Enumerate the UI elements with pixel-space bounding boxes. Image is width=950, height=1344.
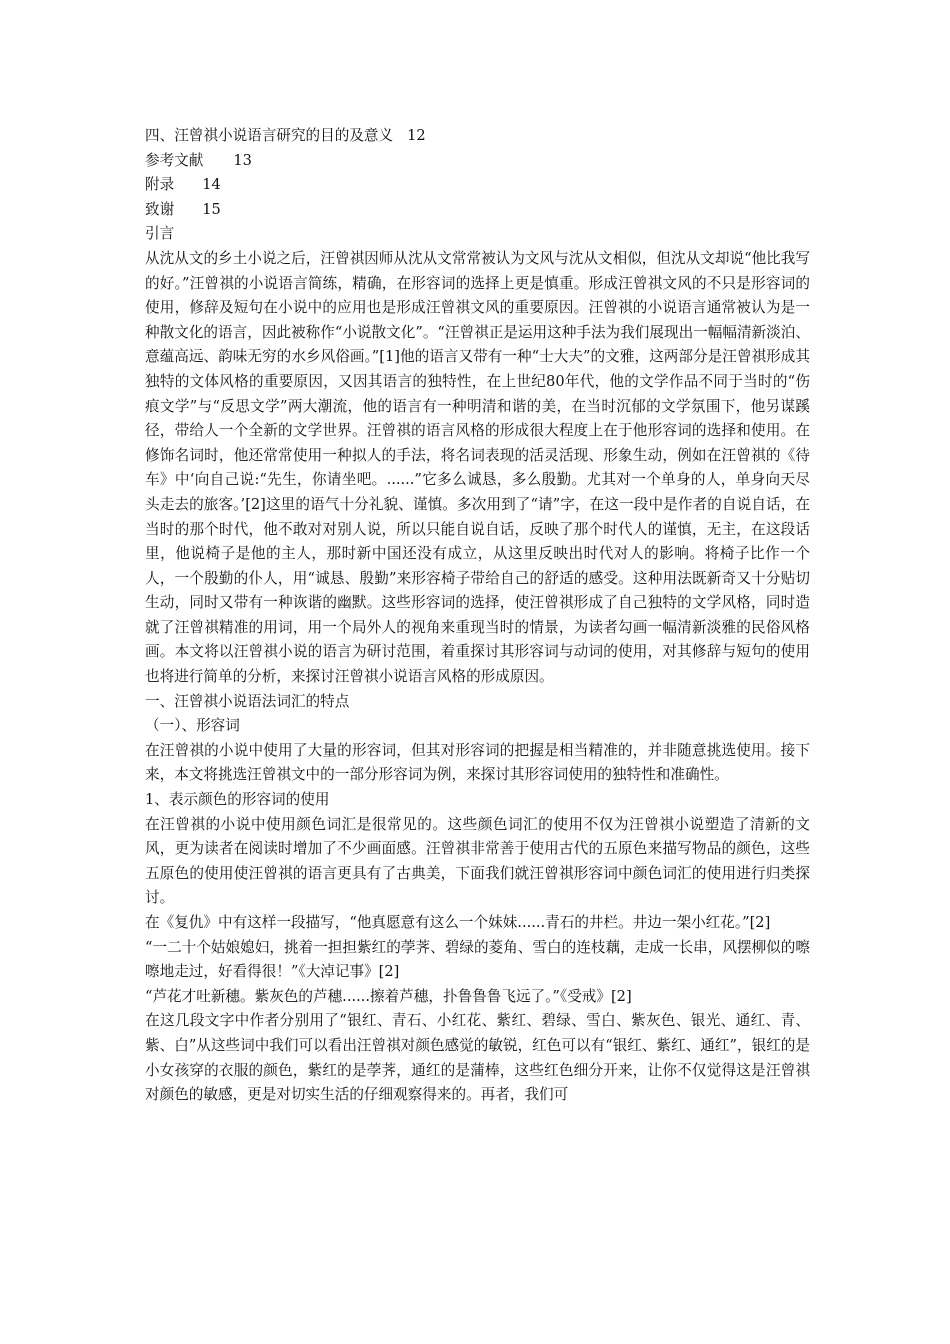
subsection-paragraph: 在汪曾祺的小说中使用了大量的形容词，但其对形容词的把握是相当精准的，并非随意挑选使用。接下来，本文将挑选汪曾祺文中的一部分形容词为例，来探讨其形容词使用的独特性和准确性。: [145, 741, 810, 784]
intro-paragraph: 从沈从文的乡土小说之后，汪曾祺因师从沈从文常常被认为文风与沈从文相似，但沈从文却说“他比我写的好。”汪曾祺的小说语言简练，精确，在形容词的选择上更是慎重。形成汪曾祺文风的不只是形容词的使用，修辞及短句在小说中的应用也是形成汪曾祺文风的重要原因。汪曾祺的小说语言通常被认为是一种散文化的语言，因此被称作“小说散文化”。“汪曾祺正是运用这种手法为我们展现出一幅幅清新淡泊、意蕴高远、韵味无穷的水乡风俗画。”[1]他的语言又带有一种“士大夫”的文雅，这两部分是汪曾祺形成其独特的文体风格的重要原因，又因其语言的独特性，在上世纪80年代，他的文学作品不同于当时的“伤痕文学”与“反思文学”两大潮流，他的语言有一种明清和谐的美，在当时沉郁的文学氛围下，他另谋蹊径，带给人一个全新的文学世界。汪曾祺的语言风格的形成很大程度上在于他形容词的选择和使用。在修饰名词时，他还常常使用一种拟人的手法，将名词表现的活灵活现、形象生动，例如在汪曾祺的《待车》中‘向自己说:“先生，你请坐吧。......”它多么诚恳，多么殷勤。尤其对一个单身的人，单身向天尽头走去的旅客。’[2]这里的语气十分礼貌、谨慎。多次用到了“请”字，在这一段中是作者的自说自话，在当时的那个时代，他不敢对对别人说，所以只能自说自话，反映了那个时代人的谨慎，无主，在这段话里，他说椅子是他的主人，那时新中国还没有成立，从这里反映出时代对人的影响。将椅子比作一个人，一个殷勤的仆人，用“诚恳、殷勤”来形容椅子带给自己的舒适的感受。这种用法既新奇又十分贴切生动，同时又带有一种诙谐的幽默。这些形容词的选择，使汪曾祺形成了自己独特的文学风格，同时造就了汪曾祺精准的用词，用一个局外人的视角来重现当时的情景，为读者勾画一幅清新淡雅的民俗风格画。本文将以汪曾祺小说的语言为研讨范围，着重探讨其形容词与动词的使用，对其修辞与短句的使用也将进行简单的分析，来探讨汪曾祺小说语言风格的形成原因。: [145, 249, 810, 686]
toc-item-page: 13: [233, 151, 252, 169]
quote-paragraph: 在《复仇》中有这样一段描写，“他真愿意有这么一个妹妹......青石的井栏。井边一架小红花。”[2]: [145, 914, 771, 931]
quote-paragraph: “一二十个姑娘媳妇，挑着一担担紫红的荸荠、碧绿的菱角、雪白的连枝藕，走成一长串，风摆柳似的嚓嚓地走过，好看得很！”《大淖记事》[2]: [145, 938, 810, 981]
toc-item-page: 15: [202, 200, 221, 218]
quote-paragraph: “芦花才吐新穗。紫灰色的芦穗......擦着芦穗，扑鲁鲁鲁飞远了。”《受戒》[2]: [145, 987, 632, 1005]
toc-item-label: 参考文献: [145, 151, 204, 169]
section-heading: 一、汪曾祺小说语法词汇的特点: [145, 692, 350, 710]
subsection-heading: （一）、形容词: [145, 717, 240, 735]
toc-item: [145, 124, 810, 149]
item-heading: 1、表示颜色的形容词的使用: [145, 791, 330, 809]
toc-item-page: 14: [202, 176, 221, 194]
intro-heading: 引言: [145, 225, 175, 243]
document-page: [145, 124, 810, 1108]
toc-item-label: 四、汪曾祺小说语言研究的目的及意义: [145, 127, 394, 144]
analysis-paragraph: 在这几段文字中作者分别用了“银红、青石、小红花、紫红、碧绿、雪白、紫灰色、银光、通红、青、紫、白”从这些词中我们可以看出汪曾祺对颜色感觉的敏锐，红色可以有“银红、紫红、通红”，银红的是小女孩穿的衣服的颜色，紫红的是荸荠，通红的是蒲棒，这些红色细分开来，让你不仅觉得这是汪曾祺对颜色的敏感，更是对切实生活的仔细观察得来的。再者，我们可: [145, 1012, 810, 1104]
table-of-contents: [145, 124, 810, 222]
item-paragraph: 在汪曾祺的小说中使用颜色词汇是很常见的。这些颜色词汇的使用不仅为汪曾祺小说塑造了清新的文风，更为读者在阅读时增加了不少画面感。汪曾祺非常善于使用古代的五原色来描写物品的颜色，这些五原色的使用使汪曾祺的语言更具有了古典美，下面我们就汪曾祺形容词中颜色词汇的使用进行归类探讨。: [145, 815, 810, 907]
toc-item-page: 12: [407, 127, 426, 144]
toc-item: [145, 198, 810, 223]
toc-item: [145, 149, 810, 174]
toc-item-label: 附录: [145, 176, 175, 194]
toc-item-label: 致谢: [145, 200, 175, 218]
toc-item: [145, 173, 810, 198]
